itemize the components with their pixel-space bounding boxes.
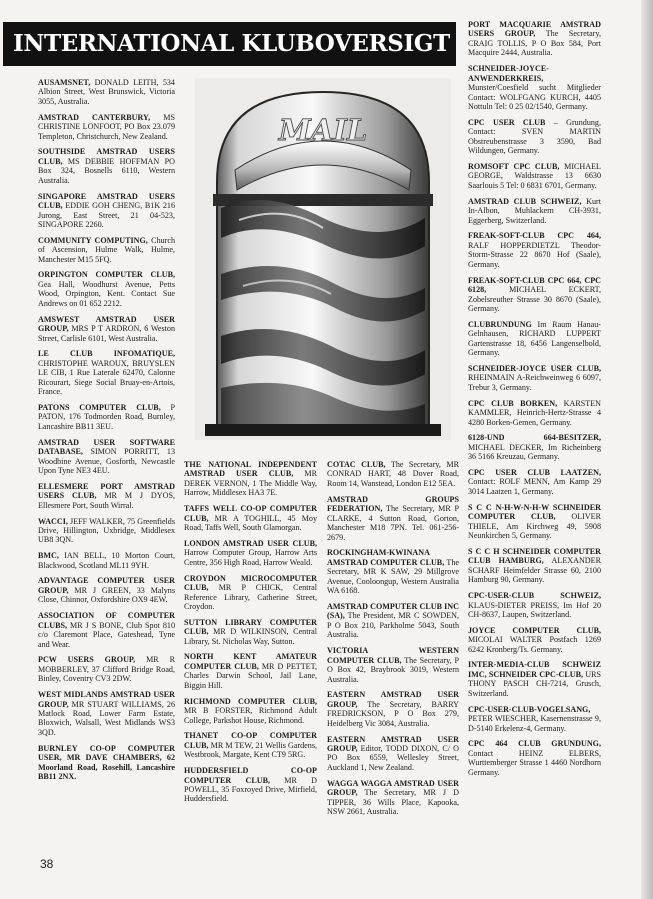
club-entry xyxy=(468,547,601,585)
club-entry xyxy=(327,460,459,488)
club-entry xyxy=(327,602,459,640)
club-details: The President, MR C SOWDEN, P O Box 210, Parkholme 5043, South Australia. xyxy=(327,611,459,640)
club-entry xyxy=(184,460,317,498)
club-entry xyxy=(327,735,459,773)
column-4 xyxy=(468,20,601,784)
club-entry xyxy=(468,705,601,733)
club-details: MRS P T ARDRON, 6 Weston Street, Carlisle 6101, West Australia. xyxy=(38,324,176,343)
club-details: The Secretary, CRAIG TOLLIS, P O Box 584, Port Macquire 2444, Australia. xyxy=(468,29,601,58)
club-entry xyxy=(184,539,317,567)
club-details: MICHAEL ECKERT, Zobelsreuther Strasse 30 8670 (Saale), Germany. xyxy=(468,285,601,313)
club-details: MICHAEL GEORGE, Waldstrasse 13 6630 Saarlouis 5 Tel: 0 6831 6701, Germany. xyxy=(468,161,601,190)
club-name: CPC 464 CLUB GRUNDUNG, xyxy=(468,739,601,749)
club-details: MR M J DYOS, Ellesmere Port, South Wirral. xyxy=(38,491,175,510)
club-entry xyxy=(38,690,175,737)
club-name: ORPINGTON COMPUTER CLUB, xyxy=(38,270,175,280)
club-name: AMSWEST AMSTRAD USER GROUP, xyxy=(38,314,175,334)
club-details: OLIVER THIELE, Am Kirchweg 49, 5908 Neunkirchen 5, Germany. xyxy=(468,512,601,541)
club-entry xyxy=(184,697,317,725)
club-name: SCHNEIDER-JOYCE USER CLUB, xyxy=(468,363,601,373)
club-entry xyxy=(38,113,175,141)
club-name: LONDON AMSTRAD USER CLUB, xyxy=(184,538,317,548)
club-entry xyxy=(184,504,317,532)
club-details: MR D POWELL, 35 Foxroyed Drive, Mirfield, Huddersfield. xyxy=(184,775,317,804)
club-details: Munster/Coesfield sucht Mitglieder Contact: WOLFGANG KURCH, 4405 Nottuln Tel: 0 25 02/1540, Germany. xyxy=(468,83,601,112)
club-entry xyxy=(468,364,601,392)
club-details: Harrow Computer Group, Harrow Arts Centre, 356 High Road, Harrow Weald. xyxy=(184,548,317,567)
club-name: PATONS COMPUTER CLUB, xyxy=(38,402,161,412)
club-entry xyxy=(468,660,601,698)
club-details: ALEXANDER SCHARF Heimfelder Strasse 60, 2100 Hamburg 90, Germany. xyxy=(468,556,601,585)
club-details: PETER WIESCHER, Kasernenstrasse 9, D-5140 Erkelenz-4, Germany. xyxy=(468,714,601,733)
club-name: 6128-UND 664-BESITZER, xyxy=(468,433,601,443)
club-entry xyxy=(38,236,175,264)
club-name: CPC-USER-CLUB-VOGELSANG, xyxy=(468,704,591,714)
club-name: AMSTRAD USER SOFTWARE DATABASE, xyxy=(38,437,175,457)
club-entry xyxy=(327,646,459,684)
club-entry xyxy=(38,482,175,510)
club-details: IAN BELL, 10 Morton Court, Blackwood, Scotland ML11 9YH. xyxy=(38,551,175,570)
club-entry xyxy=(468,231,601,269)
club-entry xyxy=(327,779,459,817)
club-name: COMMUNITY COMPUTING, xyxy=(38,235,148,245)
club-entry xyxy=(468,468,601,496)
column-3 xyxy=(327,460,459,823)
club-entry xyxy=(38,315,175,343)
club-entry xyxy=(38,270,175,308)
club-name: FREAK-SOFT-CLUB CPC 664, CPC 6128, xyxy=(468,275,601,295)
club-entry xyxy=(468,739,601,777)
club-entry xyxy=(184,731,317,759)
club-details: The Secretary, MR P CLARKE, 4 Sutton Road, Gorton, Manchester M18 7PN. Tel. 061-256-2679. xyxy=(327,504,459,542)
club-entry xyxy=(38,655,175,683)
club-details: MR A TOGHILL, 45 Moy Road, Taffs Well, South Glamorgan. xyxy=(184,513,317,533)
club-details: MR J S BONE, Club Spot 810 c/o Claremont Place, Gateshead, Tyne and Wear. xyxy=(38,620,175,649)
club-name: S C C H SCHNEIDER COMPUTER CLUB HAMBURG, xyxy=(468,546,601,566)
page-number: 38 xyxy=(40,857,54,871)
club-entry xyxy=(38,403,175,431)
club-details: SIMON PORRITT, 13 Woodbine Avenue, Gosforth, Newcastle Upon Tyne NE3 4EU. xyxy=(38,447,175,476)
mailbox-illustration xyxy=(195,78,451,440)
club-name: WEST MIDLANDS AMSTRAD USER GROUP, xyxy=(38,690,175,709)
page-edge-shadow xyxy=(641,0,653,899)
club-name: VICTORIA WESTERN COMPUTER CLUB, xyxy=(327,646,459,665)
club-name: SCHNEIDER-JOYCE-ANWENDERKREIS, xyxy=(468,64,549,83)
club-details: CHRISTOPHE WAROUX, BRUYSLEN LE CIB, 1 Rue Laterale 62470, Calonne Ricourart, Siege Social Bruay-en-Artois, France. xyxy=(38,358,175,397)
club-entry xyxy=(38,744,175,782)
club-details: The Secretary, MR J D TIPPER, 36 Wills Place, Kapooka, NSW 2661, Australia. xyxy=(327,788,459,817)
club-details: MICHAEL DECKER, Im Richeinberg 36 5166 Kreuzau, Germany. xyxy=(468,442,601,462)
club-entry xyxy=(468,503,601,541)
club-details: Kurt In-Albon, Muhlackern CH-3931, Eggerberg, Switzerland. xyxy=(468,196,601,225)
club-details: URS THONY PASCH CH-7214, Grusch, Switzerland. xyxy=(468,669,602,698)
club-entry xyxy=(38,611,175,649)
club-entry xyxy=(327,495,459,542)
club-details: RALF HOPPERDIETZL Theodor-Storm-Strasse 22 8670 Hof (Saale), Germany. xyxy=(468,240,601,269)
club-details: EDDIE GOH CHENG, B1K 216 Jurong, East Street, 21 04-523, SINGAPORE 2260. xyxy=(38,201,175,229)
club-details: MR R MOBBERLEY, 37 Clifford Bridge Road, Binley, Coventry CV3 2DW. xyxy=(38,655,175,684)
club-details: MR D WILKINSON, Central Library, St. Nicholas Way, Sutton. xyxy=(184,627,317,646)
club-details: MR J GREEN, 33 Malyns Close, Chinnor, Oxfordshire OX9 4EW. xyxy=(38,585,175,605)
club-name: AMSTRAD GROUPS FEDERATION, xyxy=(327,494,459,514)
club-entry xyxy=(38,438,175,476)
column-2 xyxy=(184,460,317,810)
club-details: MR STUART WILLIAMS, 26 Matlock Road, Lower Farm Estate, Bloxwich, Walsall, West Midlands WS3 3QD. xyxy=(38,699,175,737)
club-name: BURNLEY CO-OP COMPUTER USER, MR DAVE CHAMBERS, 62 Moorland Road, Rosehill, Lancashire BB11 2NX. xyxy=(38,743,175,782)
club-entry xyxy=(468,276,601,314)
club-name: SUTTON LIBRARY COMPUTER CLUB, xyxy=(184,617,317,637)
club-name: FREAK-SOFT-CLUB CPC 464, xyxy=(468,231,601,241)
club-details: MR M TEW, 21 Wellis Gardens, Westbrook, Margate, Kent CT9 5RG. xyxy=(184,740,317,760)
club-name: EASTERN AMSTRAD USER GROUP, xyxy=(327,734,459,753)
club-name: PORT MACQUARIE AMSTRAD USERS GROUP, xyxy=(468,20,601,39)
club-entry xyxy=(184,652,317,690)
club-details: The Secretary, P O Box 42, Braybrook 3019, Western Australia. xyxy=(327,655,459,684)
club-name: CROYDON MICROCOMPUTER CLUB, xyxy=(184,573,317,593)
club-name: AUSAMSNET, xyxy=(38,78,91,87)
club-entry xyxy=(38,192,175,230)
club-name: S C C N-H-W-N-H-W SCHNEIDER COMPUTER CLUB, xyxy=(468,502,601,522)
club-name: LE CLUB INFOMATIQUE, xyxy=(38,349,175,359)
club-entry xyxy=(38,78,175,106)
club-name: ELLESMERE PORT AMSTRAD USERS CLUB, xyxy=(38,481,175,501)
club-details: Contact: ROLF MENN, Am Kamp 29 3014 Laatzen 1, Germany. xyxy=(468,477,601,496)
club-name: SOUTHSIDE AMSTRAD USERS CLUB, xyxy=(38,147,175,166)
club-entry xyxy=(468,320,601,358)
club-details: The Secretary, BARRY FREDRICKSON, P O Box 279, Heidelberg Vic 3084, Australia. xyxy=(327,699,459,728)
club-name: INTER-MEDIA-CLUB SCHWEIZ IMC, SCHNEIDER CPC-CLUB, xyxy=(468,660,601,679)
club-entry xyxy=(38,349,175,396)
club-details: Gea Hall, Woodhurst Avenue, Petts Wood, Orpington, Kent. Contact Sue Andrews on 01 652 2212. xyxy=(38,279,175,308)
club-details: MR D PETTET, Charles Darwin School, Jail Lane, Biggin Hill. xyxy=(184,661,317,690)
club-entry xyxy=(38,551,175,570)
club-name: AMSTRAD CLUB SCHWEIZ, xyxy=(468,196,582,206)
club-name: PCW USERS GROUP, xyxy=(38,655,136,665)
club-name: ROCKINGHAM-KWINANA AMSTRAD COMPUTER CLUB, xyxy=(327,548,445,567)
club-entry xyxy=(468,197,601,225)
club-details: KARSTEN KAMMLER, Heinrich-Hertz-Strasse 4 4280 Borken-Gemen, Germany. xyxy=(468,398,601,427)
club-details: The Secretary, MR K SAW, 29 Millgrove Avenue, Cooloongup, Western Australia WA 6168. xyxy=(327,557,459,596)
club-name: RICHMOND COMPUTER CLUB, xyxy=(184,696,317,706)
club-entry xyxy=(468,433,601,461)
club-name: THE NATIONAL INDEPENDENT AMSTRAD USER CLUB, xyxy=(184,460,317,479)
club-details: MICOLAI WALTER Postfach 1269 6242 Kronberg/Ts. Germany. xyxy=(468,635,601,654)
club-details: MR P CHICK, Central Reference Library, Catherine Street, Croydon. xyxy=(184,583,317,611)
club-entry xyxy=(38,517,175,545)
club-details: MR DEREK VERNON, 1 The Middle Way, Harrow, Middlesex HA3 7E. xyxy=(184,469,317,498)
club-entry xyxy=(327,690,459,728)
club-entry xyxy=(184,574,317,612)
club-name: CPC USER CLUB xyxy=(468,117,546,127)
club-details: Contact HEINZ ELBERS, Wurttemberger Strasse 1 4460 Nordhorn Germany. xyxy=(468,748,601,777)
club-details: MS CHRISTINE LONFOOT, PO Box 23.079 Templeton, Christchurch, New Zealand. xyxy=(38,112,175,141)
page-title: INTERNATIONAL KLUBOVERSIGT xyxy=(13,30,450,57)
club-name: AMSTRAD CANTERBURY, xyxy=(38,112,151,122)
club-details: MS DEBBIE HOFFMAN PO Box 324, Bosnells 6110, Western Australia. xyxy=(38,156,175,185)
club-details: The Secretary, MR CONRAD HART, 48 Dover Road, Room 14, Wanstead, London E12 5EA. xyxy=(327,460,459,488)
club-name: THANET CO-OP COMPUTER CLUB, xyxy=(184,731,317,750)
club-name: JOYCE COMPUTER CLUB, xyxy=(468,625,601,635)
club-name: CLUBRUNDUNG xyxy=(468,319,532,329)
club-name: SINGAPORE AMSTRAD USERS CLUB, xyxy=(38,191,175,211)
club-name: AMSTRAD COMPUTER CLUB INC (SA), xyxy=(327,601,459,621)
club-details: KLAUS-DIETER PREISS, Im Hof 20 CH-8637, Laupen, Switzerland. xyxy=(468,600,601,619)
club-name: EASTERN AMSTRAD USER GROUP, xyxy=(327,690,459,709)
club-name: CPC CLUB BORKEN, xyxy=(468,398,558,408)
mailbox-mail-text: MAIL xyxy=(278,113,368,147)
club-name: WAGGA WAGGA AMSTRAD USER GROUP, xyxy=(327,778,459,798)
club-details: – Grundung, Contact: SVEN MARTIN Obstrеubenstrasse 3 3590, Bad Wildungen, Germany. xyxy=(468,117,601,156)
club-entry xyxy=(468,64,601,111)
club-entry xyxy=(327,548,459,595)
club-name: CPC-USER-CLUB SCHWEIZ, xyxy=(468,591,601,601)
club-name: WACCI, xyxy=(38,516,68,526)
club-name: COTAC CLUB, xyxy=(327,460,386,469)
club-entry xyxy=(468,626,601,654)
club-details: MR B FORSTER, Richmond Adult College, Parkshot House, Richmond. xyxy=(184,706,317,725)
club-name: BMC, xyxy=(38,551,59,561)
club-name: HUDDERSFIELD CO-OP COMPUTER CLUB, xyxy=(184,766,317,785)
club-entry xyxy=(38,147,175,185)
club-name: NORTH KENT AMATEUR COMPUTER CLUB, xyxy=(184,652,317,671)
club-entry xyxy=(468,399,601,427)
title-banner xyxy=(3,22,456,66)
column-1 xyxy=(38,78,175,788)
club-entry xyxy=(184,618,317,646)
club-details: Church of Ascension, Hulme Walk, Hulme, Manchester M15 5FQ. xyxy=(38,235,175,264)
club-details: Editor, TODD DIXON, C/ O PO Box 6559, Wellesley Street, Auckland 1, New Zealand. xyxy=(327,743,459,772)
club-name: ASSOCIATION OF COMPUTER CLUBS, xyxy=(38,611,175,630)
club-name: TAFFS WELL CO-OP COMPUTER CLUB, xyxy=(184,504,317,523)
club-entry xyxy=(468,162,601,190)
club-name: ROMSOFT CPC CLUB, xyxy=(468,161,560,171)
club-entry xyxy=(468,591,601,619)
club-entry xyxy=(38,576,175,604)
club-entry xyxy=(184,766,317,804)
club-entry xyxy=(468,118,601,156)
club-details: Im Raum Hanau-Gelnhausen, RICHARD LUPPERT Gartenstrasse 18, 6456 Langenselbold, Germany. xyxy=(468,319,601,358)
club-details: P PATON, 176 Todmorden Road, Burnley, Lancashire BB11 3EU. xyxy=(38,402,175,431)
club-entry xyxy=(468,20,601,58)
club-details: JEFF WALKER, 75 Greenfields Drive, Hillington, Uxbridge, Middlesex UB8 3QN. xyxy=(38,516,175,545)
club-details: DONALD LEITH, 534 Albion Street, West Brunswick, Victoria 3055, Australia. xyxy=(38,78,175,106)
club-name: CPC USER CLUB LAATZEN, xyxy=(468,468,601,478)
club-details: RHEINMAIN A-Reichweinweg 6 6097, Trebur 3, Germany. xyxy=(468,373,601,392)
club-name: ADVANTAGE COMPUTER USER GROUP, xyxy=(38,576,175,595)
